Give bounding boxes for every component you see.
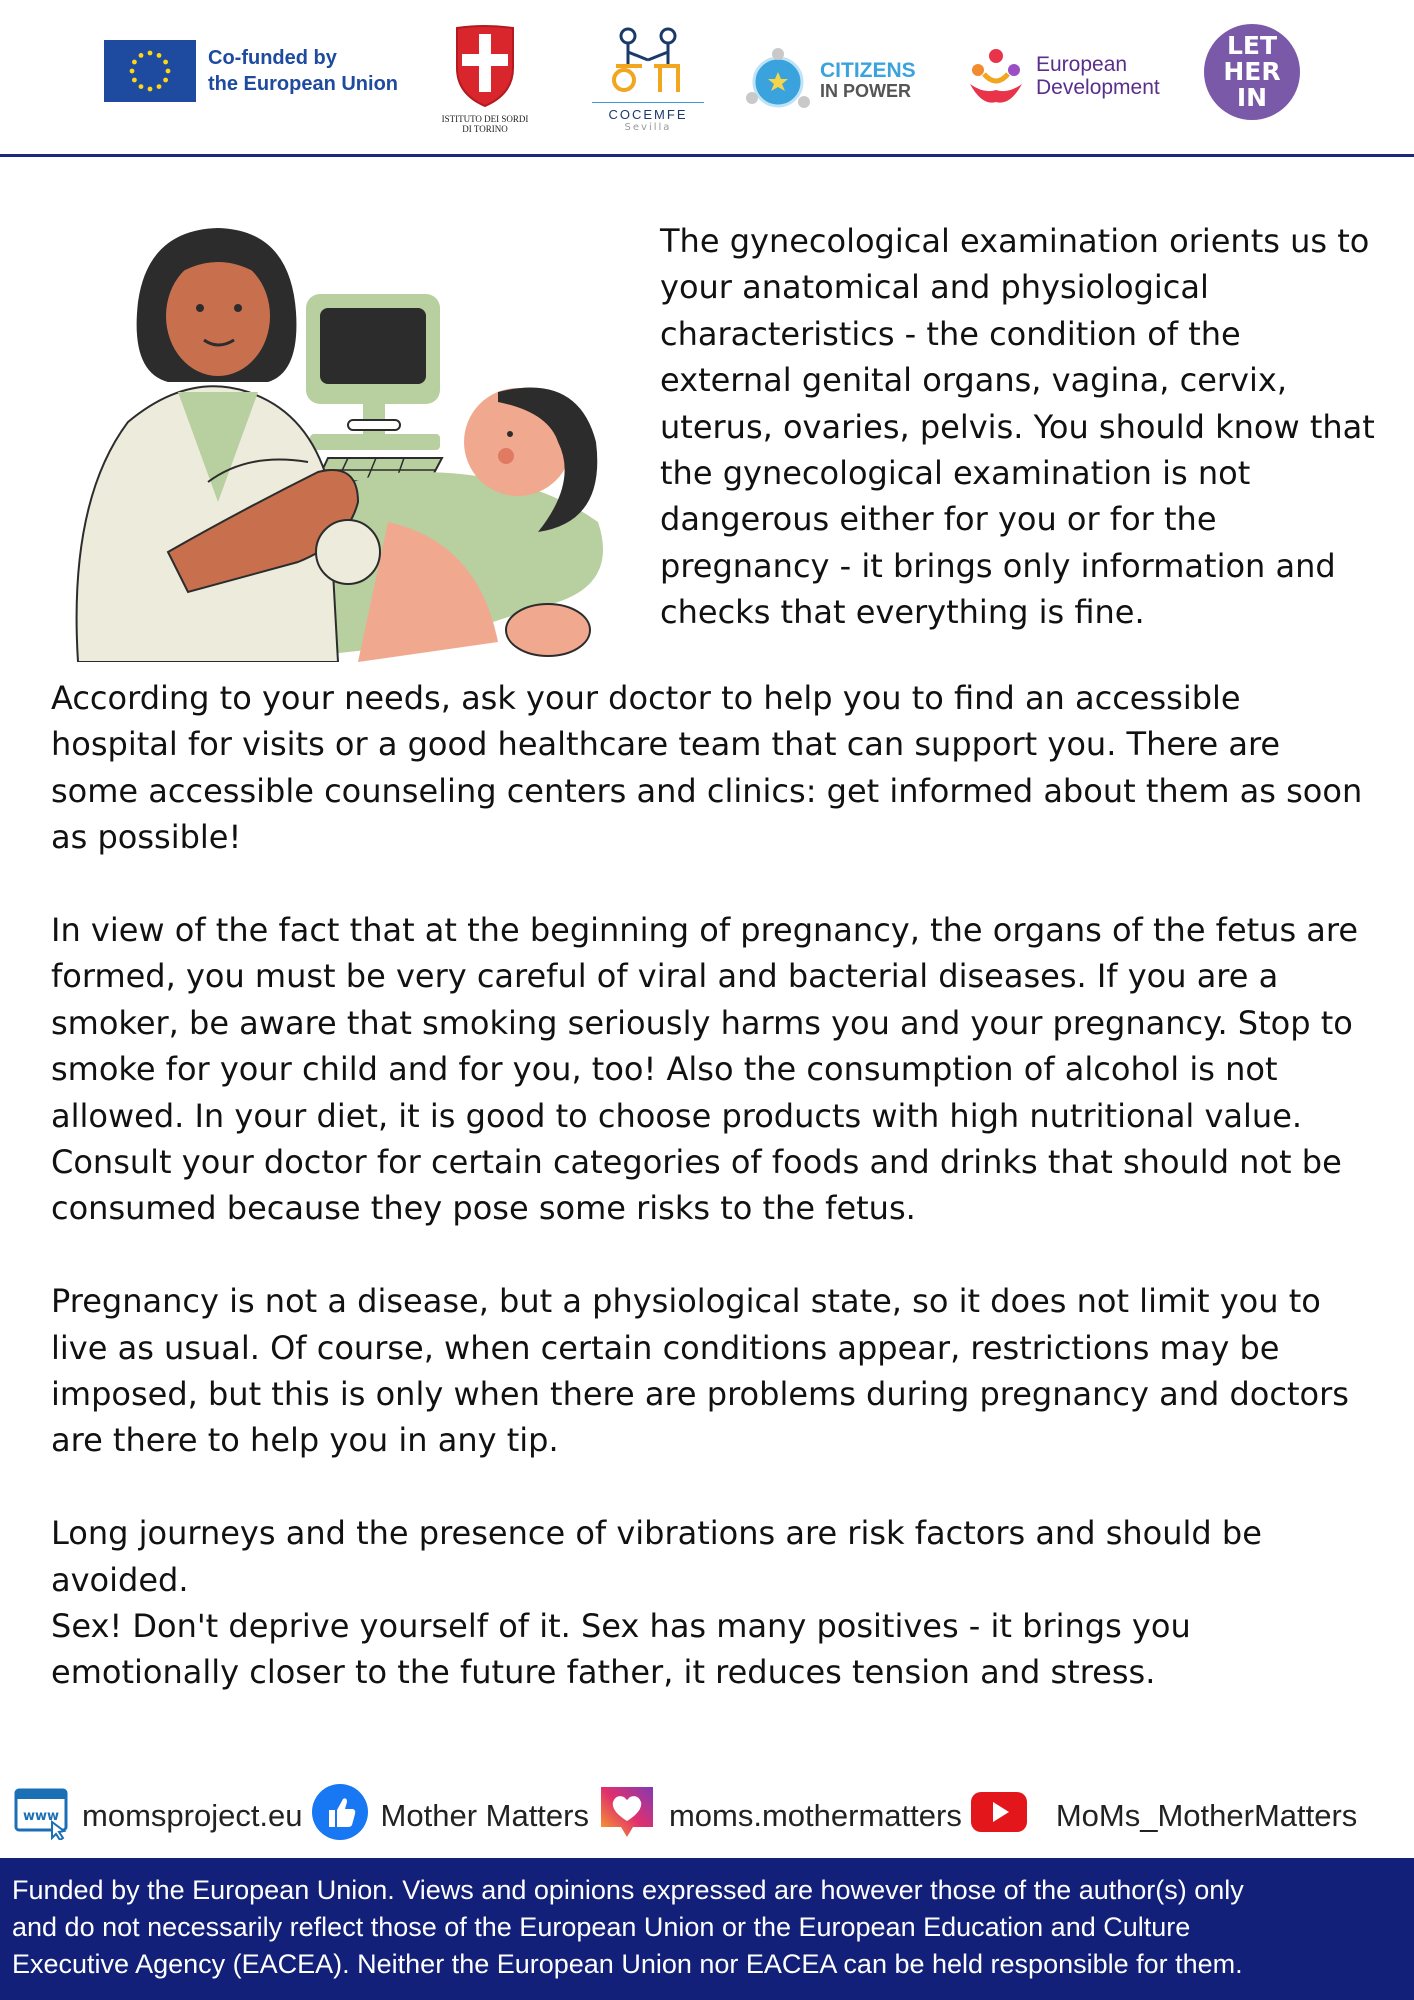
citizens-globe-icon	[742, 46, 814, 116]
citizens-line1: CITIZENS	[820, 59, 916, 82]
citizens-text	[820, 60, 916, 102]
facebook-label: Mother Matters	[380, 1798, 589, 1833]
youtube-label: MoMs_MotherMatters	[1055, 1798, 1358, 1833]
logo-header	[0, 0, 1414, 157]
european-development-logo	[964, 44, 1160, 108]
istituto-sordi-torino-logo	[438, 24, 532, 134]
lether-line3: IN	[1236, 83, 1268, 112]
paragraph-physiological-state: Pregnancy is not a disease, but a physiological state, so it does not limit you to live as usual. Of course, when certain conditions appear, restrictions may be imposed, but this is only when there are problems during pregnancy and doctors are there to help you in any tip.	[51, 1282, 1349, 1460]
torino-line1: ISTITUTO DEI SORDI	[441, 114, 529, 124]
torino-line2: DI TORINO	[462, 124, 508, 134]
disclaimer-line3: Executive Agency (EACEA). Neither the European Union nor EACEA can be held responsible for them.	[12, 1949, 1243, 1979]
disclaimer-line2: and do not necessarily reflect those of the European Union or the European Education and Culture	[12, 1912, 1191, 1942]
cocemfe-logo	[592, 26, 704, 133]
lether-line2: HER	[1223, 57, 1281, 86]
eu-logo-text	[208, 45, 398, 97]
european-development-people-icon	[964, 44, 1028, 108]
eu-logo-line1: Co-funded by	[208, 47, 337, 69]
eu-logo-line2: the European Union	[208, 73, 398, 95]
let-her-in-logo	[1204, 24, 1300, 120]
eudev-line1: European	[1036, 53, 1128, 76]
intro-paragraph: The gynecological examination orients us to your anatomical and physiological characteristics - the condition of the external genital organs, vagina, cervix, uterus, ovaries, pelvis. You should know that the gynecological examination is not dangerous either for you or for the pregnancy - it brings only information and checks that everything is fine.	[660, 222, 1375, 632]
facebook-like-icon	[311, 1783, 369, 1849]
www-browser-icon	[14, 1784, 70, 1848]
paragraph-journeys: Long journeys and the presence of vibrations are risk factors and should be avoided.	[51, 1514, 1262, 1599]
eu-cofunded-logo	[104, 40, 398, 102]
ultrasound-illustration	[58, 222, 618, 662]
eudev-line2: Development	[1036, 76, 1160, 99]
instagram-label: moms.mothermatters	[668, 1798, 962, 1833]
youtube-play-icon	[970, 1790, 1028, 1842]
lether-line1: LET	[1226, 31, 1278, 60]
facebook-link[interactable]	[311, 1783, 589, 1849]
cocemfe-name: COCEMFE	[592, 102, 704, 122]
citizens-line2: IN POWER	[820, 81, 912, 101]
paragraph-sex: Sex! Don't deprive yourself of it. Sex has many positives - it brings you emotionally closer to the future father, it reduces tension and stress.	[51, 1607, 1191, 1692]
cocemfe-sub: Sevilla	[624, 122, 672, 133]
eudev-text	[1036, 53, 1160, 99]
eu-flag-icon	[104, 40, 196, 102]
torino-shield-icon	[452, 24, 518, 110]
instagram-heart-icon	[597, 1783, 657, 1849]
doctor-patient-ultrasound-image	[58, 222, 618, 662]
social-links-row	[14, 1786, 1414, 1846]
cocemfe-people-icon	[602, 26, 694, 96]
citizens-in-power-logo	[742, 46, 916, 116]
body-text	[51, 675, 1371, 1696]
instagram-link[interactable]	[597, 1783, 962, 1849]
www-icon-text: www	[22, 1809, 60, 1824]
website-link[interactable]	[14, 1784, 303, 1848]
youtube-link[interactable]	[970, 1790, 1357, 1842]
disclaimer-line1: Funded by the European Union. Views and opinions expressed are however those of the author(s) only	[12, 1875, 1244, 1905]
website-label: momsproject.eu	[82, 1798, 303, 1833]
paragraph-diseases-diet: In view of the fact that at the beginning of pregnancy, the organs of the fetus are formed, you must be very careful of viral and bacterial diseases. If you are a smoker, be aware that smoking seriously harms you and your pregnancy. Stop to smoke for your child and for you, too! Also the consumption of alcohol is not allowed. In your diet, it is good to choose products with high nutritional value. Consult your doctor for certain categories of foods and drinks that should not be consumed because they pose some risks to the fetus.	[51, 911, 1359, 1228]
paragraph-accessible-hospital: According to your needs, ask your doctor to help you to find an accessible hospital for visits or a good healthcare team that can support you. There are some accessible counseling centers and clinics: get informed about them as soon as possible!	[51, 679, 1363, 857]
funding-disclaimer-footer	[0, 1858, 1414, 2000]
